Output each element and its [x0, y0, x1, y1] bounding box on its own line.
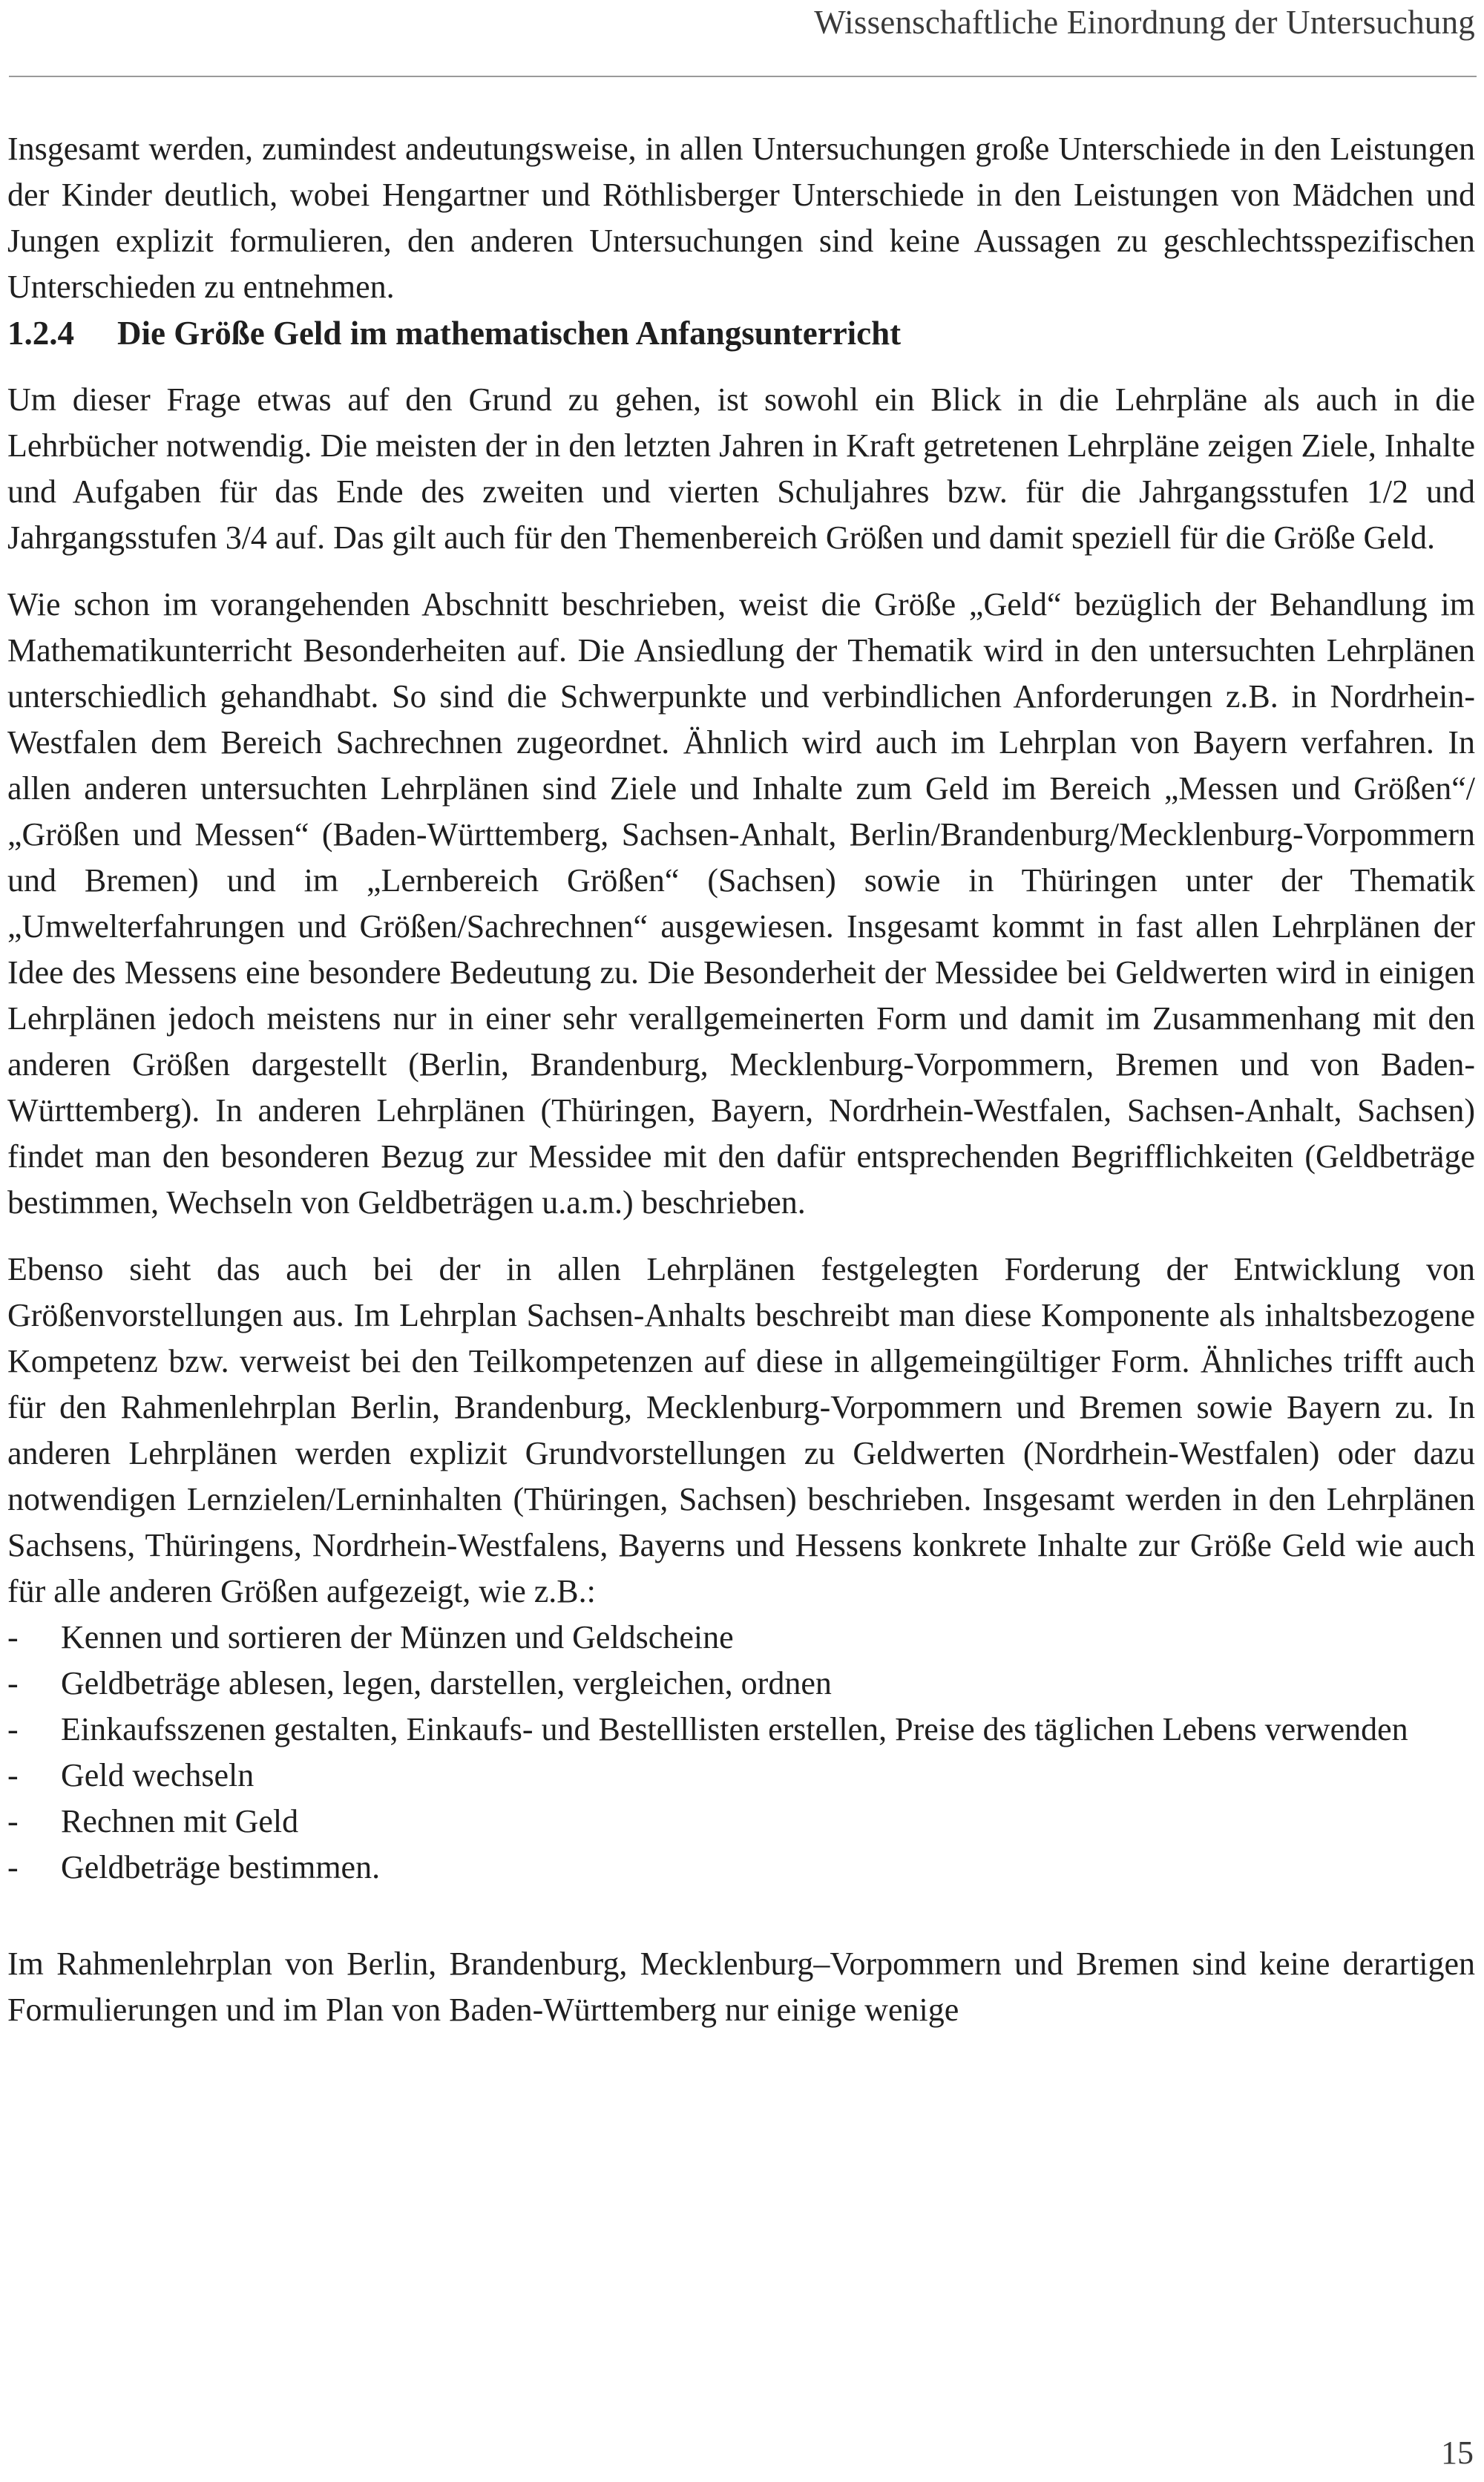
section-title: Die Größe Geld im mathematischen Anfangsunterricht	[117, 315, 902, 352]
page-number: 15	[1441, 2435, 1474, 2471]
list-item-text: Einkaufsszenen gestalten, Einkaufs- und Bestelllisten erstellen, Preise des täglichen Lebens verwenden	[61, 1711, 1408, 1747]
list-item	[7, 1753, 1475, 1799]
section-number: 1.2.4	[7, 315, 74, 352]
list-item	[7, 1845, 1475, 1891]
paragraph-lehrplaene-intro: Um dieser Frage etwas auf den Grund zu gehen, ist sowohl ein Blick in die Lehrpläne als auch in die Lehrbücher notwendig. Die meisten der in den letzten Jahren in Kraft getretenen Lehrpläne zeigen Ziele, Inhalte und Aufgaben für das Ende des zweiten und vierten Schuljahres bzw. für die Jahrgangsstufen 1/2 und Jahrgangsstufen 3/4 auf. Das gilt auch für den Themenbereich Größen und damit speziell für die Größe Geld.	[7, 381, 1475, 556]
list-item	[7, 1707, 1475, 1753]
list-item-text: Geldbeträge bestimmen.	[61, 1849, 381, 1885]
bullet-dash: -	[7, 1803, 19, 1839]
closing-paragraph: Im Rahmenlehrplan von Berlin, Brandenburg, Mecklenburg–Vorpommern und Bremen sind keine derartigen Formulierungen und im Plan von Baden-Württemberg nur einige wenige	[7, 1946, 1475, 2028]
list-item-text: Kennen und sortieren der Münzen und Geldscheine	[61, 1619, 734, 1655]
bullet-dash: -	[7, 1757, 19, 1793]
bullet-dash: -	[7, 1849, 19, 1885]
page-content	[7, 126, 1475, 2033]
bullet-dash: -	[7, 1711, 19, 1747]
list-item-text: Geld wechseln	[61, 1757, 255, 1793]
bullet-dash: -	[7, 1665, 19, 1701]
list-item	[7, 1615, 1475, 1661]
intro-paragraph: Insgesamt werden, zumindest andeutungsweise, in allen Untersuchungen große Unterschiede in den Leistungen der Kinder deutlich, wobei Hengartner und Röthlisberger Unterschiede in den Leistungen von Mädchen und Jungen explizit formulieren, den anderen Untersuchungen sind keine Aussagen zu geschlechtsspezifischen Unterschieden zu entnehmen.	[7, 131, 1475, 305]
running-header: Wissenschaftliche Einordnung der Untersuchung	[814, 4, 1475, 41]
list-item	[7, 1661, 1475, 1707]
paragraph-groessenvorstellungen: Ebenso sieht das auch bei der in allen Lehrplänen festgelegten Forderung der Entwicklung von Größenvorstellungen aus. Im Lehrplan Sachsen-Anhalts beschreibt man diese Komponente als inhaltsbezogene Kompetenz bzw. verweist bei den Teilkompetenzen auf diese in allgemeingültiger Form. Ähnliches trifft auch für den Rahmenlehrplan Berlin, Brandenburg, Mecklenburg-Vorpommern und Bremen sowie Bayern zu. In anderen Lehrplänen werden explizit Grundvorstellungen zu Geldwerten (Nordrhein-Westfalen) oder dazu notwendigen Lernzielen/Lerninhalten (Thüringen, Sachsen) beschrieben. Insgesamt werden in den Lehrplänen Sachsens, Thüringens, Nordrhein-Westfalens, Bayerns und Hessens konkrete Inhalte zur Größe Geld wie auch für alle anderen Größen aufgezeigt, wie z.B.:	[7, 1251, 1475, 1609]
content-list	[7, 1615, 1475, 1891]
paragraph-geld-besonderheiten: Wie schon im vorangehenden Abschnitt beschrieben, weist die Größe „Geld“ bezüglich der Behandlung im Mathematikunterricht Besonderheiten auf. Die Ansiedlung der Thematik wird in den untersuchten Lehrplänen unterschiedlich gehandhabt. So sind die Schwerpunkte und verbindlichen Anforderungen z.B. in Nordrhein-Westfalen dem Bereich Sachrechnen zugeordnet. Ähnlich wird auch im Lehrplan von Bayern verfahren. In allen anderen untersuchten Lehrplänen sind Ziele und Inhalte zum Geld im Bereich „Messen und Größen“/„Größen und Messen“ (Baden-Württemberg, Sachsen-Anhalt, Berlin/Brandenburg/Mecklenburg-Vorpommern und Bremen) und im „Lernbereich Größen“ (Sachsen) sowie in Thüringen unter der Thematik „Umwelterfahrungen und Größen/Sachrechnen“ ausgewiesen. Insgesamt kommt in fast allen Lehrplänen der Idee des Messens eine besondere Bedeutung zu. Die Besonderheit der Messidee bei Geldwerten wird in einigen Lehrplänen jedoch meistens nur in einer sehr verallgemeinerten Form und damit im Zusammenhang mit den anderen Größen dargestellt (Berlin, Brandenburg, Mecklenburg-Vorpommern, Bremen und von Baden-Württemberg). In anderen Lehrplänen (Thüringen, Bayern, Nordrhein-Westfalen, Sachsen-Anhalt, Sachsen) findet man den besonderen Bezug zur Messidee mit den dafür entsprechenden Begrifflichkeiten (Geldbeträge bestimmen, Wechseln von Geldbeträgen u.a.m.) beschrieben.	[7, 586, 1475, 1221]
list-item-text: Geldbeträge ablesen, legen, darstellen, vergleichen, ordnen	[61, 1665, 832, 1701]
section-heading	[7, 310, 1475, 356]
header-rule	[9, 76, 1477, 77]
list-item-text: Rechnen mit Geld	[61, 1803, 299, 1839]
list-item	[7, 1799, 1475, 1845]
bullet-dash: -	[7, 1619, 19, 1655]
